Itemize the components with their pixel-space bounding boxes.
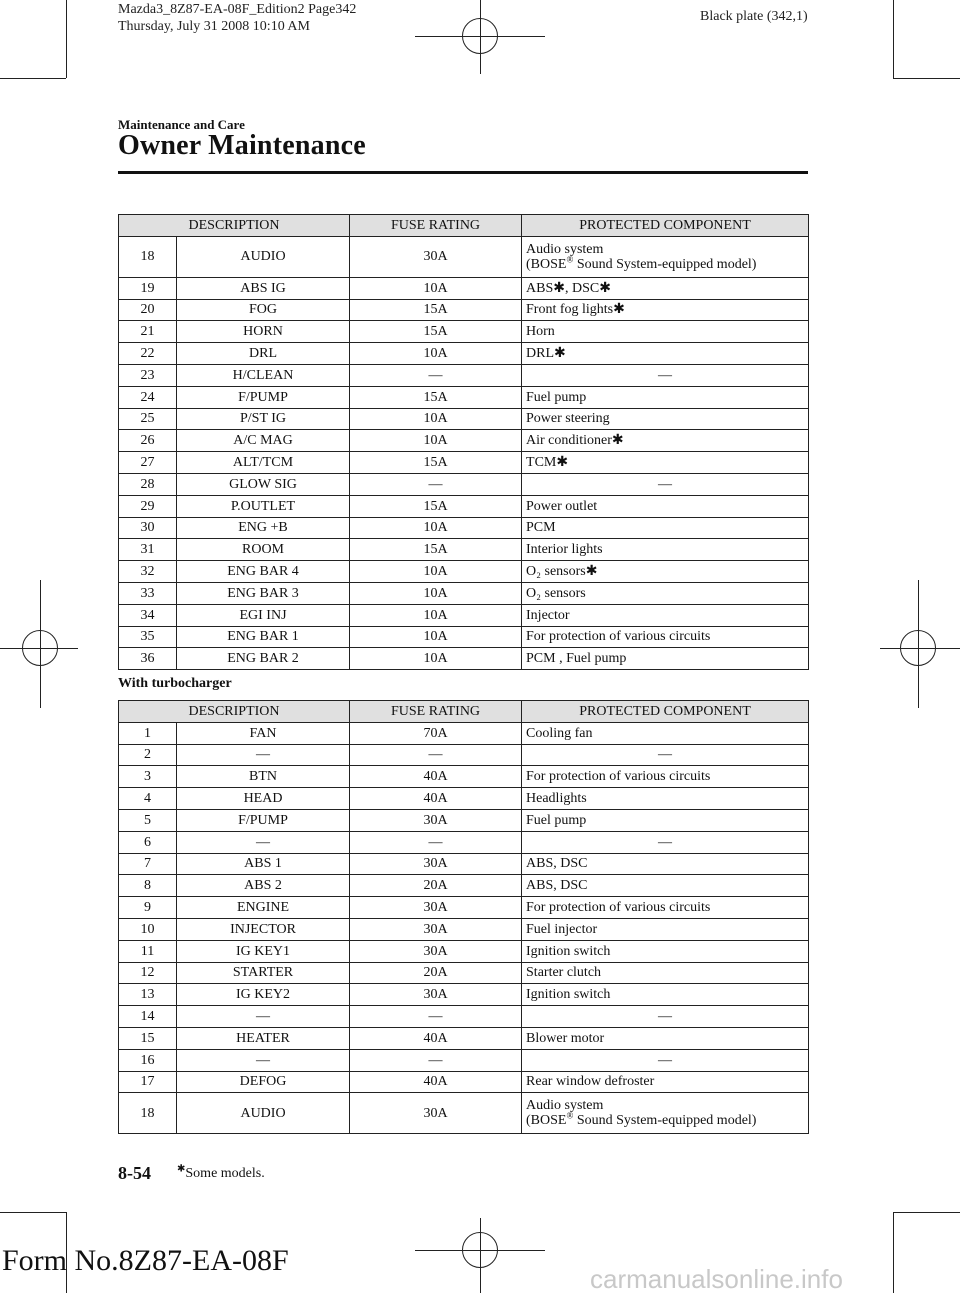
fuse-rating: ―	[350, 473, 522, 495]
fuse-number: 22	[119, 343, 177, 365]
fuse-description: ALT/TCM	[177, 452, 350, 474]
table-row	[119, 897, 809, 919]
fuse-rating: 40A	[350, 766, 522, 788]
protected-component	[522, 561, 809, 583]
fuse-description: ABS IG	[177, 277, 350, 299]
registration-target-top-v	[480, 0, 481, 74]
table-row	[119, 766, 809, 788]
protected-component	[522, 788, 809, 810]
table-header-row	[119, 215, 809, 237]
page-number: 8-54	[118, 1163, 151, 1183]
component-text: Interior lights	[526, 542, 603, 558]
table-row	[119, 364, 809, 386]
fuse-number: 32	[119, 561, 177, 583]
fuse-rating: 10A	[350, 277, 522, 299]
component-text: TCM✱	[526, 455, 569, 471]
fuse-description: ENG BAR 2	[177, 648, 350, 670]
form-number: Form No.8Z87-EA-08F	[2, 1244, 289, 1277]
fuse-number: 33	[119, 582, 177, 604]
table-row	[119, 984, 809, 1006]
protected-component	[522, 277, 809, 299]
print-header-file: Mazda3_8Z87-EA-08F_Edition2 Page342	[118, 2, 357, 17]
protected-component: ―	[522, 1006, 809, 1028]
fuse-rating: 10A	[350, 343, 522, 365]
fuse-rating: 30A	[350, 236, 522, 277]
registration-target-right-h	[880, 648, 960, 649]
fuse-number: 14	[119, 1006, 177, 1028]
fuse-number: 26	[119, 430, 177, 452]
protected-component	[522, 1027, 809, 1049]
fuse-rating: 30A	[350, 940, 522, 962]
fuse-rating: 20A	[350, 962, 522, 984]
fuse-description: H/CLEAN	[177, 364, 350, 386]
fuse-rating: 15A	[350, 386, 522, 408]
fuse-description: P/ST IG	[177, 408, 350, 430]
table-row	[119, 430, 809, 452]
table-row	[119, 1006, 809, 1028]
table-row	[119, 722, 809, 744]
protected-component	[522, 809, 809, 831]
footnote-star-icon: ✱	[177, 1163, 186, 1175]
fuse-rating: 10A	[350, 626, 522, 648]
fuse-description: ―	[177, 1049, 350, 1071]
fuse-rating: 30A	[350, 918, 522, 940]
fuse-rating: ―	[350, 831, 522, 853]
component-text: Power steering	[526, 411, 610, 427]
fuse-number: 23	[119, 364, 177, 386]
fuse-description: EGI INJ	[177, 604, 350, 626]
fuse-description: IG KEY1	[177, 940, 350, 962]
protected-component	[522, 626, 809, 648]
fuse-description: ABS 2	[177, 875, 350, 897]
table-row	[119, 277, 809, 299]
protected-component	[522, 517, 809, 539]
fuse-description: STARTER	[177, 962, 350, 984]
fuse-rating: 40A	[350, 1071, 522, 1093]
fuse-number: 28	[119, 473, 177, 495]
component-text: Front fog lights✱	[526, 302, 625, 318]
fuse-description: HEATER	[177, 1027, 350, 1049]
fuse-rating: ―	[350, 1006, 522, 1028]
fuse-rating: ―	[350, 364, 522, 386]
table-row	[119, 788, 809, 810]
component-text: Fuel pump	[526, 812, 587, 828]
component-text: For protection of various circuits	[526, 629, 711, 645]
component-text: Audio system	[526, 1098, 604, 1114]
protected-component: ―	[522, 1049, 809, 1071]
protected-component	[522, 897, 809, 919]
table-header-row	[119, 701, 809, 723]
fuse-description: F/PUMP	[177, 386, 350, 408]
component-text-line2-rest: Sound System-equipped model)	[573, 256, 757, 272]
fuse-number: 1	[119, 722, 177, 744]
table-row	[119, 321, 809, 343]
table-row	[119, 495, 809, 517]
fuse-number: 8	[119, 875, 177, 897]
registration-target-left-v	[40, 580, 41, 708]
protected-component	[522, 386, 809, 408]
fuse-description: HEAD	[177, 788, 350, 810]
protected-component	[522, 648, 809, 670]
crop-mark-top-right-h	[893, 78, 960, 79]
component-text: Rear window defroster	[526, 1074, 655, 1090]
component-text: Injector	[526, 607, 570, 623]
crop-mark-top-right-v	[893, 0, 894, 78]
table-row	[119, 408, 809, 430]
table-row	[119, 386, 809, 408]
crop-mark-top-left-v	[66, 0, 67, 78]
fuse-rating: 10A	[350, 430, 522, 452]
component-text: Blower motor	[526, 1030, 605, 1046]
table-row	[119, 875, 809, 897]
fuse-rating: 15A	[350, 539, 522, 561]
fuse-description: ENG BAR 4	[177, 561, 350, 583]
fuse-number: 3	[119, 766, 177, 788]
fuse-number: 27	[119, 452, 177, 474]
protected-component: ―	[522, 473, 809, 495]
fuse-description: GLOW SIG	[177, 473, 350, 495]
component-text: ABS✱, DSC✱	[526, 280, 611, 296]
fuse-rating: 30A	[350, 853, 522, 875]
protected-component	[522, 430, 809, 452]
component-text: O₂ sensors✱	[526, 564, 598, 580]
registered-mark: ®	[566, 254, 574, 265]
protected-component	[522, 1093, 809, 1134]
component-text: Ignition switch	[526, 987, 611, 1003]
fuse-table-turbocharger	[118, 700, 809, 1134]
protected-component	[522, 452, 809, 474]
protected-component	[522, 918, 809, 940]
protected-component	[522, 962, 809, 984]
table-row	[119, 452, 809, 474]
fuse-rating: 20A	[350, 875, 522, 897]
header-description: DESCRIPTION	[119, 701, 350, 723]
protected-component	[522, 582, 809, 604]
fuse-rating: 10A	[350, 561, 522, 583]
fuse-description: ENG BAR 1	[177, 626, 350, 648]
fuse-number: 25	[119, 408, 177, 430]
protected-component	[522, 1071, 809, 1093]
component-text: Audio system	[526, 241, 604, 257]
fuse-number: 10	[119, 918, 177, 940]
fuse-number: 13	[119, 984, 177, 1006]
fuse-description: AUDIO	[177, 1093, 350, 1134]
fuse-description: ABS 1	[177, 853, 350, 875]
component-text: Horn	[526, 324, 555, 340]
header-protected-component: PROTECTED COMPONENT	[522, 701, 809, 723]
fuse-rating: ―	[350, 1049, 522, 1071]
fuse-description: ROOM	[177, 539, 350, 561]
protected-component: ―	[522, 744, 809, 766]
fuse-rating: ―	[350, 744, 522, 766]
fuse-description: HORN	[177, 321, 350, 343]
component-text: PCM	[526, 520, 556, 536]
component-text: ABS, DSC	[526, 878, 588, 894]
header-fuse-rating: FUSE RATING	[350, 701, 522, 723]
fuse-description: AUDIO	[177, 236, 350, 277]
fuse-number: 11	[119, 940, 177, 962]
protected-component	[522, 408, 809, 430]
protected-component	[522, 343, 809, 365]
watermark: carmanualsonline.info	[590, 1264, 843, 1294]
protected-component	[522, 875, 809, 897]
fuse-number: 24	[119, 386, 177, 408]
component-text: Cooling fan	[526, 725, 593, 741]
fuse-rating: 15A	[350, 452, 522, 474]
fuse-number: 12	[119, 962, 177, 984]
component-text: Power outlet	[526, 498, 598, 514]
table-row	[119, 1093, 809, 1134]
table-row	[119, 561, 809, 583]
protected-component	[522, 495, 809, 517]
footnote-text: Some models.	[185, 1166, 265, 1181]
registration-target-right-v	[918, 580, 919, 708]
component-text: For protection of various circuits	[526, 769, 711, 785]
crop-mark-bottom-left-h	[0, 1212, 66, 1213]
fuse-description: ―	[177, 1006, 350, 1028]
component-text: Starter clutch	[526, 965, 602, 981]
section-title: Maintenance and Care	[118, 117, 245, 132]
table-row	[119, 1049, 809, 1071]
protected-component	[522, 984, 809, 1006]
fuse-number: 20	[119, 299, 177, 321]
header-fuse-rating: FUSE RATING	[350, 215, 522, 237]
protected-component: ―	[522, 364, 809, 386]
crop-mark-bottom-right-h	[893, 1212, 960, 1213]
table-row	[119, 343, 809, 365]
fuse-rating: 10A	[350, 648, 522, 670]
registered-mark: ®	[566, 1110, 574, 1121]
protected-component	[522, 940, 809, 962]
fuse-rating: 10A	[350, 517, 522, 539]
table-row	[119, 744, 809, 766]
fuse-rating: 30A	[350, 897, 522, 919]
fuse-rating: 30A	[350, 809, 522, 831]
component-text: Fuel injector	[526, 921, 598, 937]
protected-component	[522, 604, 809, 626]
fuse-description: F/PUMP	[177, 809, 350, 831]
table-row	[119, 539, 809, 561]
component-text: Headlights	[526, 791, 587, 807]
fuse-number: 7	[119, 853, 177, 875]
component-text: Ignition switch	[526, 943, 611, 959]
fuse-number: 16	[119, 1049, 177, 1071]
crop-mark-top-left-h	[0, 78, 66, 79]
fuse-number: 31	[119, 539, 177, 561]
table-row	[119, 517, 809, 539]
fuse-number: 18	[119, 1093, 177, 1134]
fuse-number: 6	[119, 831, 177, 853]
protected-component	[522, 722, 809, 744]
print-header-date: Thursday, July 31 2008 10:10 AM	[118, 19, 310, 34]
table-row	[119, 809, 809, 831]
fuse-number: 18	[119, 236, 177, 277]
protected-component	[522, 766, 809, 788]
fuse-number: 4	[119, 788, 177, 810]
title-divider	[118, 171, 808, 174]
component-text-line2: (BOSE	[526, 256, 567, 272]
fuse-description: A/C MAG	[177, 430, 350, 452]
fuse-number: 9	[119, 897, 177, 919]
fuse-description: DEFOG	[177, 1071, 350, 1093]
table-row	[119, 604, 809, 626]
fuse-number: 21	[119, 321, 177, 343]
fuse-number: 19	[119, 277, 177, 299]
footnote	[177, 1163, 265, 1182]
registration-target-bottom-v	[480, 1218, 481, 1293]
fuse-rating: 10A	[350, 604, 522, 626]
fuse-description: ―	[177, 831, 350, 853]
fuse-description: INJECTOR	[177, 918, 350, 940]
fuse-rating: 30A	[350, 1093, 522, 1134]
fuse-rating: 15A	[350, 299, 522, 321]
fuse-description: ―	[177, 744, 350, 766]
header-protected-component: PROTECTED COMPONENT	[522, 215, 809, 237]
table-row	[119, 1027, 809, 1049]
fuse-number: 17	[119, 1071, 177, 1093]
fuse-description: ENG +B	[177, 517, 350, 539]
component-text-line2-rest: Sound System-equipped model)	[573, 1113, 757, 1129]
fuse-number: 15	[119, 1027, 177, 1049]
fuse-rating: 10A	[350, 582, 522, 604]
table-row	[119, 831, 809, 853]
fuse-number: 35	[119, 626, 177, 648]
page-title: Owner Maintenance	[118, 130, 366, 161]
table-row	[119, 648, 809, 670]
fuse-rating: 40A	[350, 1027, 522, 1049]
print-header	[118, 1, 356, 35]
table-row	[119, 940, 809, 962]
fuse-number: 29	[119, 495, 177, 517]
print-header-plate: Black plate (342,1)	[700, 9, 808, 24]
fuse-description: ENGINE	[177, 897, 350, 919]
fuse-description: FAN	[177, 722, 350, 744]
registration-target-left-h	[0, 648, 78, 649]
protected-component	[522, 236, 809, 277]
fuse-table-standard	[118, 214, 809, 670]
protected-component	[522, 299, 809, 321]
fuse-rating: 10A	[350, 408, 522, 430]
component-text: Fuel pump	[526, 389, 587, 405]
table-row	[119, 853, 809, 875]
fuse-description: ENG BAR 3	[177, 582, 350, 604]
table-row	[119, 626, 809, 648]
protected-component	[522, 853, 809, 875]
component-text: PCM , Fuel pump	[526, 651, 627, 667]
component-text-line2: (BOSE	[526, 1113, 567, 1129]
protected-component	[522, 321, 809, 343]
protected-component	[522, 539, 809, 561]
table-row	[119, 918, 809, 940]
fuse-description: FOG	[177, 299, 350, 321]
fuse-rating: 30A	[350, 984, 522, 1006]
fuse-rating: 70A	[350, 722, 522, 744]
fuse-rating: 15A	[350, 321, 522, 343]
protected-component: ―	[522, 831, 809, 853]
table-row	[119, 473, 809, 495]
fuse-description: DRL	[177, 343, 350, 365]
component-text: O₂ sensors	[526, 585, 586, 601]
fuse-number: 30	[119, 517, 177, 539]
component-text: DRL✱	[526, 346, 566, 362]
fuse-number: 36	[119, 648, 177, 670]
table-row	[119, 582, 809, 604]
fuse-rating: 40A	[350, 788, 522, 810]
fuse-number: 5	[119, 809, 177, 831]
fuse-description: BTN	[177, 766, 350, 788]
table-row	[119, 236, 809, 277]
table-row	[119, 299, 809, 321]
subheading-turbocharger: With turbocharger	[118, 676, 232, 691]
fuse-description: P.OUTLET	[177, 495, 350, 517]
table-row	[119, 962, 809, 984]
fuse-number: 2	[119, 744, 177, 766]
fuse-rating: 15A	[350, 495, 522, 517]
table-row	[119, 1071, 809, 1093]
header-description: DESCRIPTION	[119, 215, 350, 237]
fuse-number: 34	[119, 604, 177, 626]
crop-mark-bottom-right-v	[893, 1212, 894, 1293]
component-text: ABS, DSC	[526, 856, 588, 872]
fuse-description: IG KEY2	[177, 984, 350, 1006]
component-text: For protection of various circuits	[526, 900, 711, 916]
component-text: Air conditioner✱	[526, 433, 624, 449]
